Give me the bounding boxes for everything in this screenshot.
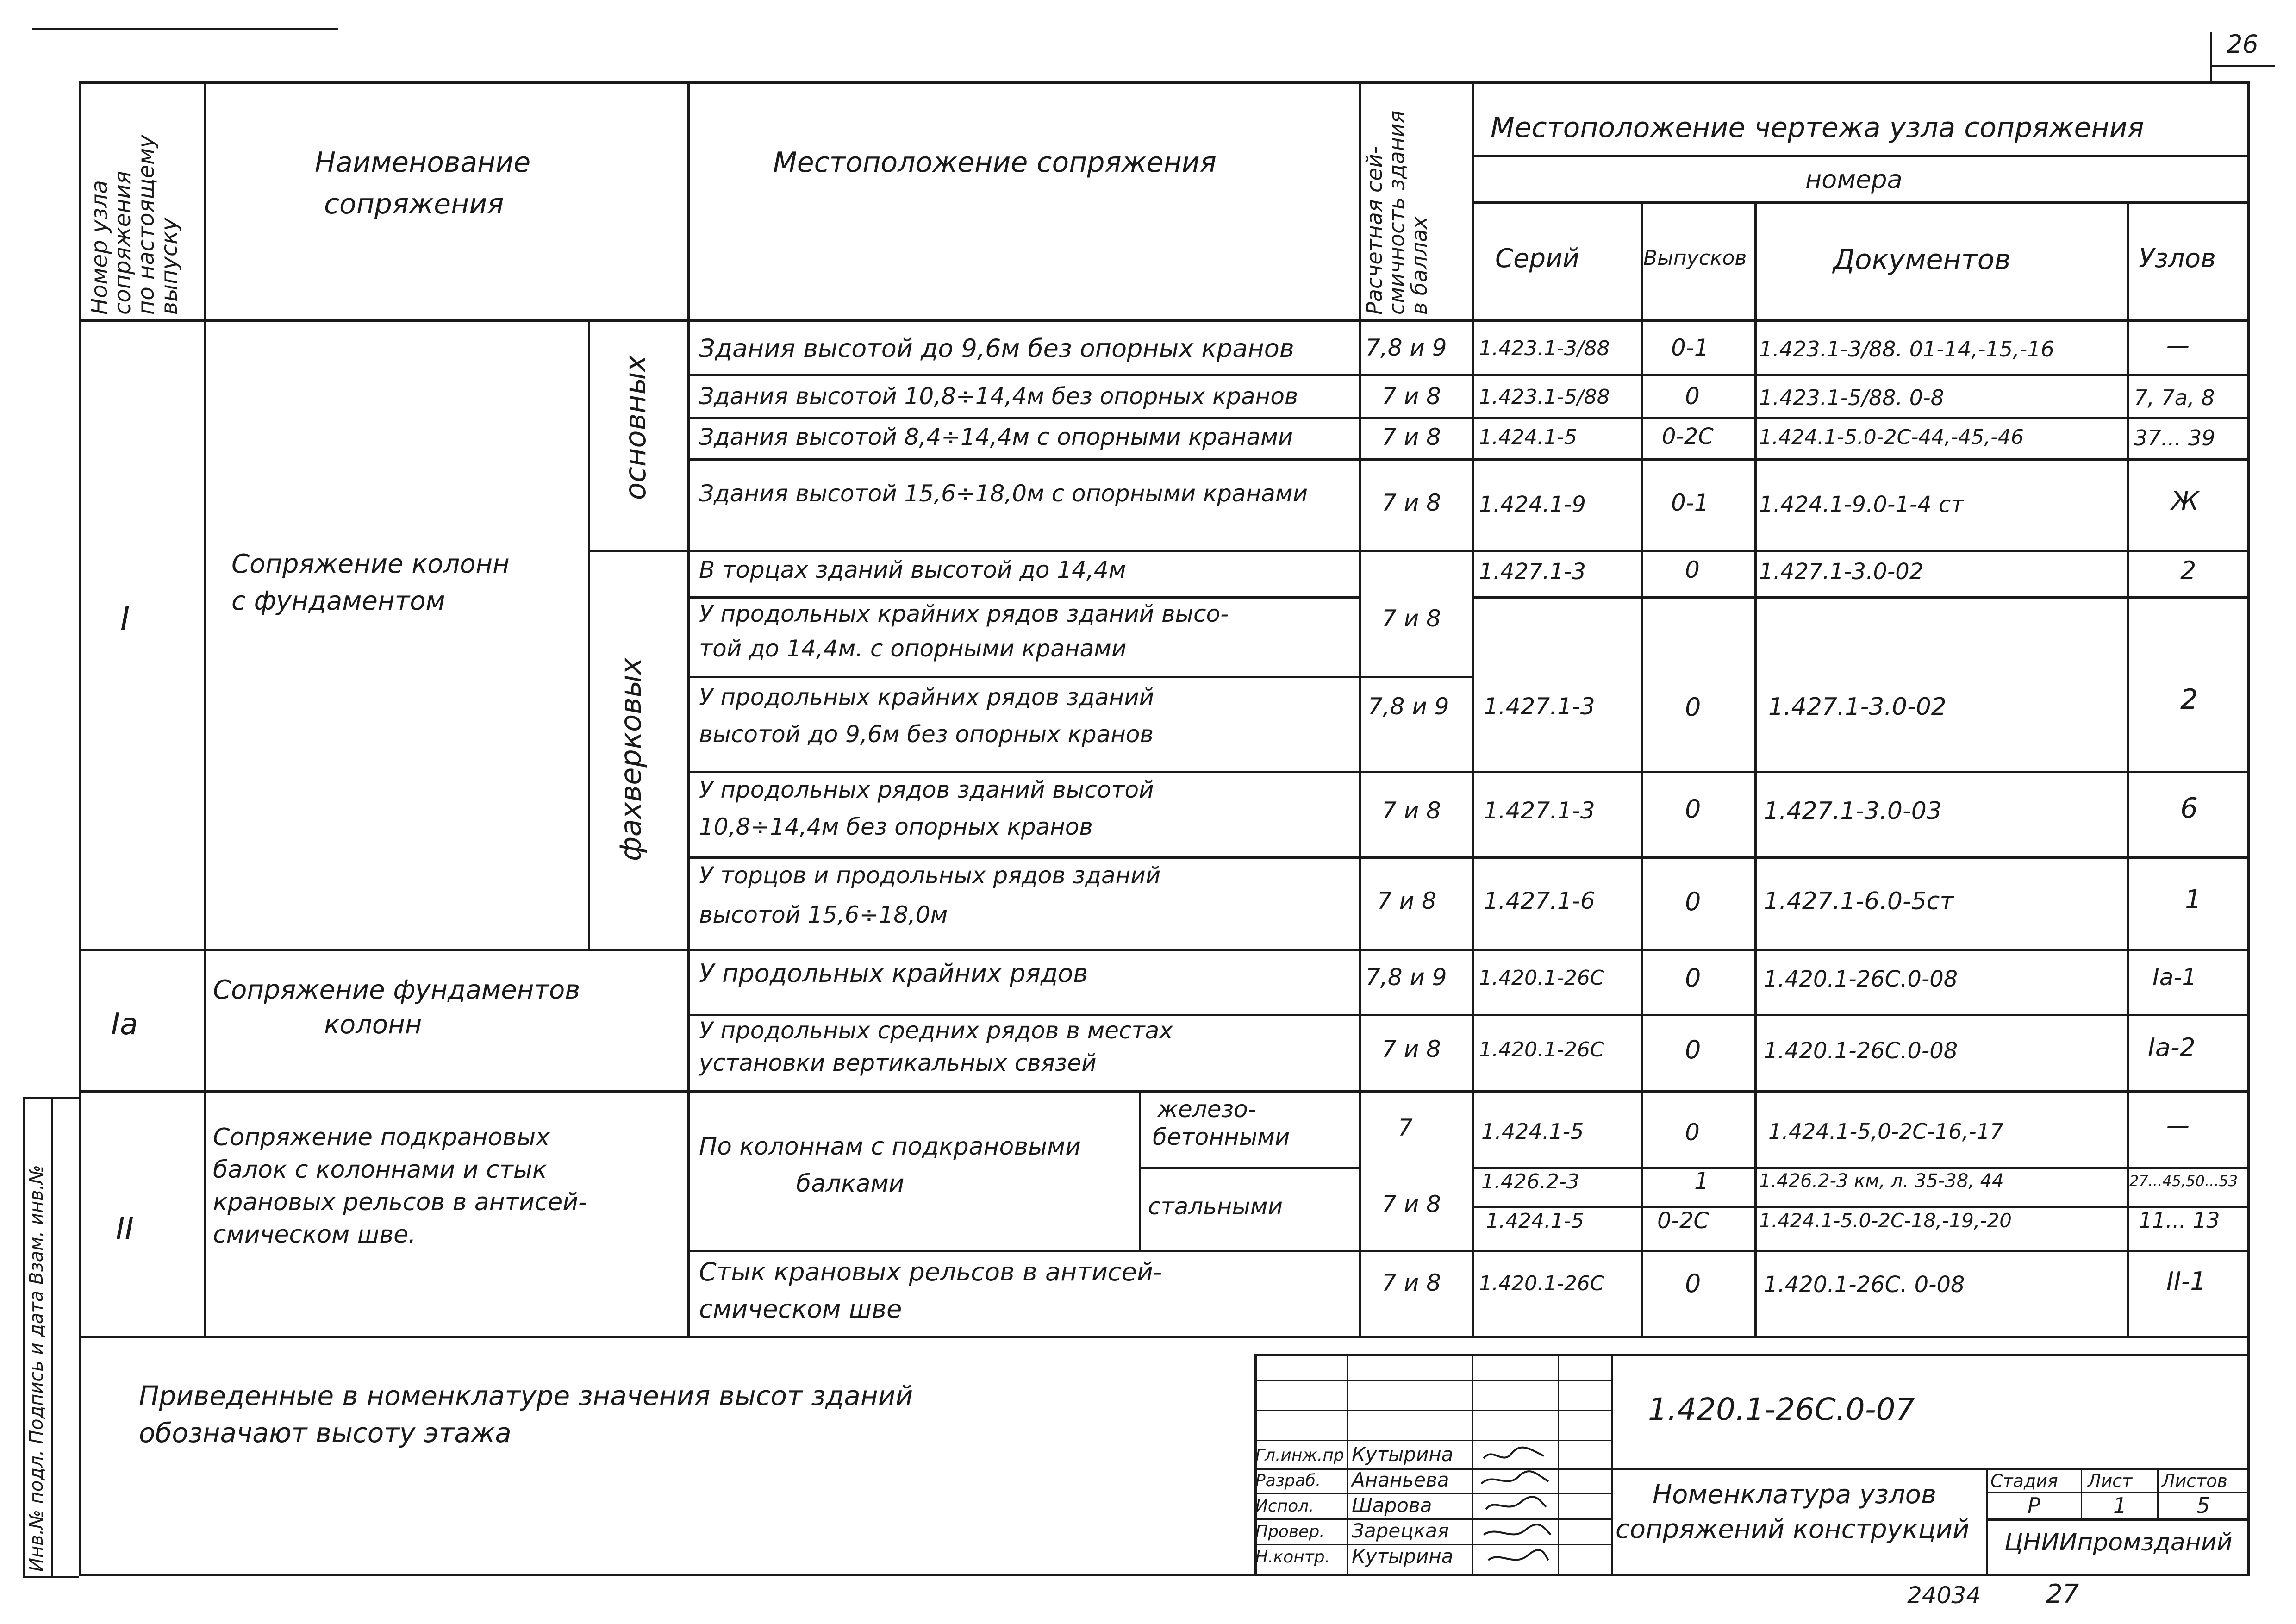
stamp-role-2: Разраб. (1255, 1471, 1321, 1490)
entry-7-doc: 1.427.1-3.0-03 (1764, 797, 1942, 825)
row-name-II-1: Сопряжение подкрановых (213, 1124, 550, 1151)
entry-8-seis: 7 и 8 (1377, 887, 1436, 914)
entry-1-uzl: 7, 7а, 8 (2134, 385, 2215, 410)
stamp-left-line (1254, 1354, 1257, 1576)
stamp-sheet-label: Лист (2088, 1471, 2133, 1491)
stamp-role-3: Испол. (1255, 1497, 1314, 1516)
entry-4-loc: В торцах зданий высотой до 14,4м (699, 556, 1126, 583)
entry-5-seis: 7 и 8 (1382, 605, 1441, 632)
entry-1-vyp: 0 (1685, 383, 1700, 410)
group-stalnymi: стальными (1148, 1193, 1283, 1220)
entry-3-series: 1.424.1-9 (1479, 492, 1586, 518)
stamp-org: ЦНИИпромзданий (2004, 1529, 2233, 1556)
stamp-v1 (1347, 1354, 1348, 1576)
entry-1-doc: 1.423.1-5/88. 0-8 (1759, 385, 1944, 410)
row-line-l (687, 1250, 2250, 1252)
entry-13-series: 1.424.1-5 (1486, 1209, 1584, 1233)
note-line-2: обозначают высоту этажа (139, 1417, 512, 1449)
stamp-role-5: Н.контр. (1255, 1548, 1330, 1567)
col-line-zhb (1139, 1090, 1141, 1250)
entry-8-doc: 1.427.1-6.0-5ст (1764, 887, 1954, 915)
entry-8-loc-1: У торцов и продольных рядов зданий (699, 862, 1161, 889)
entry-10-doc: 1.420.1-26С.0-08 (1764, 1038, 1958, 1064)
entry-14-loc-2: смическом шве (699, 1294, 902, 1324)
header-drawing-location: Местоположение чертежа узла сопряжения (1491, 112, 2144, 144)
group-osnovnyh: основных (618, 355, 652, 500)
entry-6-vyp: 0 (1685, 693, 1701, 722)
entry-3-loc: Здания высотой 15,6÷18,0м с опорными кранами (699, 480, 1308, 507)
entry-9-doc: 1.420.1-26С.0-08 (1764, 966, 1958, 992)
entry-2-vyp: 0-2С (1662, 424, 1714, 450)
stamp-title-2: сопряжений конструкций (1616, 1514, 1970, 1544)
row-line-i (687, 1014, 2250, 1016)
entry-3-doc: 1.424.1-9.0-1-4 ст (1759, 492, 1964, 518)
col-line-5 (1641, 201, 1643, 1336)
entry-12-doc: 1.426.2-3 км, л. 35-38, 44 (1759, 1170, 2004, 1192)
side-label: Инв.№ подл. Подпись и дата Взам. инв.№ (26, 1165, 47, 1572)
bottom-number-1: 24034 (1907, 1582, 1981, 1609)
entry-7-vyp: 0 (1685, 794, 1701, 824)
stamp-code: 1.420.1-26С.0-07 (1648, 1392, 1915, 1427)
row-line-e1 (687, 596, 1359, 599)
entry-7-loc-2: 10,8÷14,4м без опорных кранов (699, 813, 1093, 840)
row-line-a (687, 374, 2250, 376)
row-no-II: II (116, 1211, 134, 1247)
group-fahverkovyh: фахверковых (614, 657, 648, 861)
stamp-h1 (1254, 1380, 1611, 1381)
entry-13-uzl: 11... 13 (2139, 1208, 2220, 1233)
entry-10-loc-1: У продольных средних рядов в местах (699, 1017, 1173, 1044)
header-vypuskov: Выпусков (1643, 246, 1747, 270)
header-line-2 (1472, 201, 2250, 204)
side-strip-left (23, 1097, 25, 1576)
side-strip-top (23, 1097, 79, 1099)
entry-9-vyp: 0 (1685, 963, 1701, 993)
row-line-d (588, 550, 2250, 552)
entry-11-seis: 7 (1398, 1114, 1413, 1141)
entry-9-seis: 7,8 и 9 (1366, 964, 1447, 991)
row-name-Ia-2: колонн (324, 1010, 422, 1040)
signatures-image (1474, 1442, 1555, 1574)
entry-3-vyp: 0-1 (1671, 489, 1709, 516)
header-uzlov: Узлов (2139, 244, 2216, 274)
entry-13-doc: 1.424.1-5.0-2С-18,-19,-20 (1759, 1209, 2012, 1232)
stamp-h2 (1254, 1410, 1611, 1411)
header-name-1: Наименование (315, 146, 531, 179)
stamp-name-1: Кутырина (1352, 1443, 1454, 1466)
stamp-h3 (1254, 1440, 1611, 1441)
entry-0-series: 1.423.1-3/88 (1479, 337, 1610, 360)
header-line-1 (1472, 155, 2250, 157)
entry-7-seis: 7 и 8 (1382, 797, 1441, 824)
stamp-sheets-label: Листов (2162, 1471, 2227, 1491)
row-line-k (1472, 1206, 2250, 1208)
row-line-g (687, 771, 2250, 773)
stamp-v7 (2157, 1468, 2159, 1518)
entry-10-uzl: Iа-2 (2148, 1033, 2196, 1062)
entry-2-series: 1.424.1-5 (1479, 425, 1577, 449)
entry-0-seis: 7,8 и 9 (1366, 334, 1447, 361)
entry-6-loc-1: У продольных крайних рядов зданий (699, 684, 1154, 711)
entry-8-series: 1.427.1-6 (1484, 887, 1595, 914)
entry-7-loc-1: У продольных рядов зданий высотой (699, 776, 1154, 803)
entry-0-uzl: — (2166, 332, 2190, 359)
stamp-name-4: Зарецкая (1352, 1519, 1449, 1542)
col-line-7 (2127, 201, 2129, 1336)
entry-1-loc: Здания высотой 10,8÷14,4м без опорных кранов (699, 383, 1298, 410)
side-strip-mid (51, 1097, 53, 1576)
row-name-II-2: балок с колоннами и стык (213, 1156, 547, 1184)
stamp-sheets: 5 (2196, 1493, 2210, 1518)
entry-6-doc: 1.427.1-3.0-02 (1768, 693, 1947, 721)
stamp-stage: Р (2028, 1493, 2040, 1518)
entry-14-seis: 7 и 8 (1382, 1269, 1441, 1296)
col-line-3 (1359, 81, 1361, 1336)
entry-3-uzl: Ж (2171, 487, 2199, 517)
entry-11-uzl: — (2166, 1112, 2190, 1139)
row-line-b (687, 417, 2250, 419)
row-name-I-2: с фундаментом (231, 586, 445, 616)
row-no-Ia: Iа (111, 1007, 138, 1042)
page-number-frame-bottom (2210, 65, 2275, 67)
entry-9-series: 1.420.1-26С (1479, 966, 1604, 990)
stamp-role-1: Гл.инж.пр (1255, 1446, 1344, 1465)
col-line-group (588, 319, 590, 949)
stamp-name-2: Ананьева (1352, 1468, 1449, 1491)
stamp-h5 (1254, 1493, 1611, 1494)
row-line-I-end (79, 949, 2250, 951)
header-documents: Документов (1833, 244, 2011, 276)
entry-10-loc-2: установки вертикальных связей (699, 1049, 1097, 1076)
header-node-number: Номер узла сопряжения по настоящему выпуску (87, 135, 183, 315)
entry-13-vyp: 0-2С (1657, 1208, 1709, 1234)
entry-12-series: 1.426.2-3 (1481, 1170, 1579, 1193)
entry-7-series: 1.427.1-3 (1484, 797, 1595, 824)
table-bottom-line (79, 1336, 2250, 1338)
col-line-4 (1472, 81, 1474, 1336)
entry-14-uzl: II-1 (2166, 1267, 2206, 1296)
entry-8-uzl: 1 (2185, 885, 2202, 915)
row-name-I-1: Сопряжение колонн (231, 549, 510, 579)
side-strip-bottom (23, 1576, 79, 1578)
entry-10-seis: 7 и 8 (1382, 1036, 1441, 1062)
stamp-v6 (2081, 1468, 2082, 1518)
entry-14-vyp: 0 (1685, 1269, 1701, 1298)
group-zhb-1: железо- (1157, 1096, 1256, 1123)
entry-14-series: 1.420.1-26С (1479, 1272, 1604, 1295)
stamp-name-5: Кутырина (1352, 1545, 1454, 1568)
row-line-zhb (1139, 1167, 1359, 1169)
col-line-6 (1754, 201, 1757, 1336)
top-left-rule (32, 28, 338, 30)
entry-8-vyp: 0 (1685, 887, 1701, 916)
stamp-v5 (1986, 1468, 1988, 1576)
entry-4-series: 1.427.1-3 (1479, 559, 1586, 585)
stamp-h9 (1986, 1518, 2250, 1521)
group-zhb-2: бетонными (1153, 1124, 1290, 1150)
entry-1-series: 1.423.1-5/88 (1479, 385, 1610, 409)
entry-6-uzl: 2 (2180, 683, 2198, 716)
row-name-Ia-1: Сопряжение фундаментов (213, 975, 580, 1005)
entry-6-series: 1.427.1-3 (1484, 693, 1595, 720)
stamp-v4 (1611, 1354, 1613, 1576)
entry-2-doc: 1.424.1-5.0-2С-44,-45,-46 (1759, 425, 2024, 449)
stamp-v2 (1472, 1354, 1473, 1576)
stamp-sheet: 1 (2113, 1493, 2127, 1518)
header-name-2: сопряжения (324, 188, 504, 220)
entry-10-vyp: 0 (1685, 1035, 1701, 1064)
entry-11-vyp: 0 (1685, 1119, 1700, 1146)
stamp-role-4: Провер. (1255, 1522, 1325, 1541)
entry-9-uzl: Iа-1 (2152, 964, 2197, 991)
note-line-1: Приведенные в номенклатуре значения высот зданий (139, 1380, 913, 1412)
row-no-I: I (120, 600, 130, 637)
stamp-top-line (1254, 1354, 2250, 1356)
entry-7-uzl: 6 (2180, 792, 2198, 824)
entry-6-seis: 7,8 и 9 (1368, 693, 1449, 720)
header-location: Местоположение сопряжения (773, 146, 1217, 179)
stamp-stage-label: Стадия (1990, 1471, 2058, 1491)
entry-1-seis: 7 и 8 (1382, 383, 1441, 410)
row-name-II-3: крановых рельсов в антисей- (213, 1188, 587, 1216)
row-line-c (687, 458, 2250, 461)
entry-0-loc: Здания высотой до 9,6м без опорных кранов (699, 334, 1294, 363)
entry-6-loc-2: высотой до 9,6м без опорных кранов (699, 721, 1154, 748)
entry-4-uzl: 2 (2180, 556, 2196, 585)
entry-2-seis: 7 и 8 (1382, 424, 1441, 450)
entry-8-loc-2: высотой 15,6÷18,0м (699, 901, 948, 928)
header-seismic: Расчетная сей- смичность здания в баллах (1362, 110, 1432, 315)
header-numbers: номера (1805, 165, 1903, 194)
entry-3-seis: 7 и 8 (1382, 489, 1441, 516)
main-frame (79, 81, 2250, 1576)
entry-0-doc: 1.423.1-3/88. 01-14,-15,-16 (1759, 337, 2054, 362)
entry-2-uzl: 37... 39 (2134, 425, 2215, 450)
entry-2-loc: Здания высотой 8,4÷14,4м с опорными кранами (699, 424, 1293, 450)
page-number: 26 (2227, 30, 2259, 59)
entry-9-loc: У продольных крайних рядов (699, 959, 1088, 988)
entry-5-loc-2: той до 14,4м. с опорными кранами (699, 635, 1127, 662)
stamp-v3 (1558, 1354, 1559, 1576)
col-line-1 (204, 81, 206, 1336)
entry-14-loc-1: Стык крановых рельсов в антисей- (699, 1257, 1162, 1287)
row-name-II-4: смическом шве. (213, 1221, 416, 1249)
entry-12-uzl: 27...45,50...53 (2129, 1172, 2238, 1190)
header-series: Серий (1495, 244, 1579, 274)
entry-11-series: 1.424.1-5 (1481, 1119, 1584, 1144)
row-line-e2 (1472, 596, 2250, 599)
row-line-Ia-end (79, 1090, 2250, 1093)
entry-5-loc-1: У продольных крайних рядов зданий высо- (699, 600, 1229, 627)
entry-4-doc: 1.427.1-3.0-02 (1759, 559, 1924, 585)
entry-14-doc: 1.420.1-26С. 0-08 (1764, 1272, 1965, 1298)
stamp-title-1: Номенклатура узлов (1653, 1480, 1937, 1510)
entry-12-vyp: 1 (1694, 1168, 1709, 1194)
entry-11-loc-1: По колоннам с подкрановыми (699, 1133, 1081, 1161)
entry-12-seis: 7 и 8 (1382, 1191, 1441, 1218)
bottom-number-2: 27 (2046, 1579, 2079, 1609)
col-line-2 (687, 81, 690, 1336)
header-bottom-line (79, 319, 2250, 322)
entry-4-vyp: 0 (1685, 556, 1700, 583)
entry-10-series: 1.420.1-26С (1479, 1038, 1604, 1062)
row-line-h (687, 856, 2250, 859)
entry-0-vyp: 0-1 (1671, 334, 1709, 361)
page-number-frame-left (2210, 32, 2212, 83)
row-line-f (687, 676, 1472, 678)
row-line-j (1472, 1167, 2250, 1169)
entry-11-loc-2: балками (796, 1170, 905, 1198)
stamp-name-3: Шарова (1352, 1494, 1432, 1517)
entry-11-doc: 1.424.1-5,0-2С-16,-17 (1768, 1119, 2004, 1144)
